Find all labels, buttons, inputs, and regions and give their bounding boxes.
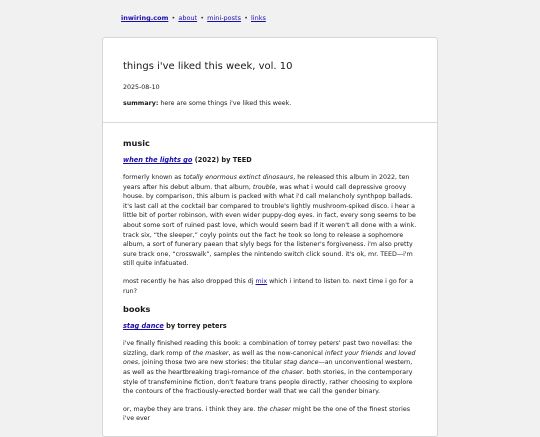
text-run: , was what i would call depressive groovy house. by comparison, this album is packed with what i'd call melancholy synthpop ballads. it's last call at the cocktail bar compared to trouble's lightly mushroom-spiked disco. i hear a little bit of porter robinson, with even wider puppy-dog eyes. in fact, every song seems to be about some sort of ruined past love, which would seem bad if it weren't all done with a wink. track six, “the sleeper,” coyly points out the fact he took so long to release a sophomore album, a sort of funerary paean that slyly begs for the listener's forgiveness. i'm also pretty sure track one, “crosswalk”, samples the nintendo switch click sound. it's ok, mr. TEED—i'm still quite infatuated. bbox=[123, 183, 417, 268]
section-heading-music: music bbox=[123, 138, 150, 148]
post-card bbox=[102, 37, 438, 437]
nav-link-links[interactable]: links bbox=[250, 14, 266, 22]
books-paragraph bbox=[123, 339, 421, 397]
text-run-italic: infect your friends and loved ones bbox=[123, 349, 416, 367]
text-run: , joining those two are new stories: the titular bbox=[138, 359, 284, 367]
mix-link[interactable]: mix bbox=[255, 277, 268, 285]
post-date: 2025-08-10 bbox=[123, 84, 160, 91]
text-run: —an unconventional western, as well as the heartbreaking tragi-romance of bbox=[123, 359, 413, 376]
text-run-italic: stag dance bbox=[283, 359, 319, 367]
text-run: . both stories, in the contemporary style of transfeminine fiction, don't feature trans people directly, rather choosing to explore the contours of the fractiously-erected border wall that we call the gender binary. bbox=[123, 368, 413, 396]
summary-text: here are some things i've liked this week. bbox=[160, 100, 292, 107]
album-meta: (2022) by TEED bbox=[194, 156, 252, 164]
nav-link-mini-posts[interactable]: mini-posts bbox=[207, 14, 241, 22]
post-title: things i've liked this week, vol. 10 bbox=[123, 61, 293, 72]
album-link[interactable]: when the lights go bbox=[123, 156, 193, 164]
post-content bbox=[123, 138, 421, 432]
text-run: most recently he has also dropped this dj bbox=[123, 277, 256, 285]
music-paragraph-mix bbox=[123, 277, 421, 296]
text-run: i've finally finished reading this book: a combination of torrey peters' past two novellas: the sizzling, dark romp of bbox=[123, 340, 413, 357]
text-run-italic: totally enormous extinct dinosaurs bbox=[183, 174, 294, 181]
top-nav bbox=[121, 14, 266, 23]
music-item-title bbox=[123, 155, 421, 165]
book-item-title bbox=[123, 321, 421, 331]
text-run-italic: the chaser bbox=[257, 405, 291, 413]
site-home-link[interactable]: inwiring.com bbox=[121, 14, 169, 22]
music-paragraph bbox=[123, 173, 421, 269]
book-meta: by torrey peters bbox=[166, 322, 227, 331]
nav-separator: • bbox=[200, 14, 205, 22]
text-run: formerly known as bbox=[123, 174, 184, 181]
text-run-italic: the masker bbox=[192, 349, 229, 357]
nav-link-about[interactable]: about bbox=[178, 14, 198, 22]
text-run: , he released this album in 2022, ten years after his debut album. that album, bbox=[123, 174, 410, 191]
text-run: which i intend to listen to. next time i go for a run? bbox=[123, 277, 414, 295]
books-paragraph-2 bbox=[123, 405, 421, 424]
text-run-italic: the chaser bbox=[269, 368, 303, 376]
nav-separator: • bbox=[171, 14, 176, 22]
nav-separator: • bbox=[244, 14, 248, 22]
book-link[interactable]: stag dance bbox=[123, 322, 164, 331]
section-heading-books: books bbox=[123, 304, 151, 315]
summary-label: summary: bbox=[123, 100, 159, 107]
post-summary bbox=[123, 100, 291, 107]
text-run: or, maybe they are trans. i think they are. bbox=[123, 405, 258, 413]
text-run: might be the one of the finest stories i've ever bbox=[123, 405, 411, 423]
text-run: , as well as the now-canonical bbox=[228, 349, 325, 357]
post-header bbox=[103, 38, 437, 123]
text-run-italic: trouble bbox=[252, 183, 276, 191]
